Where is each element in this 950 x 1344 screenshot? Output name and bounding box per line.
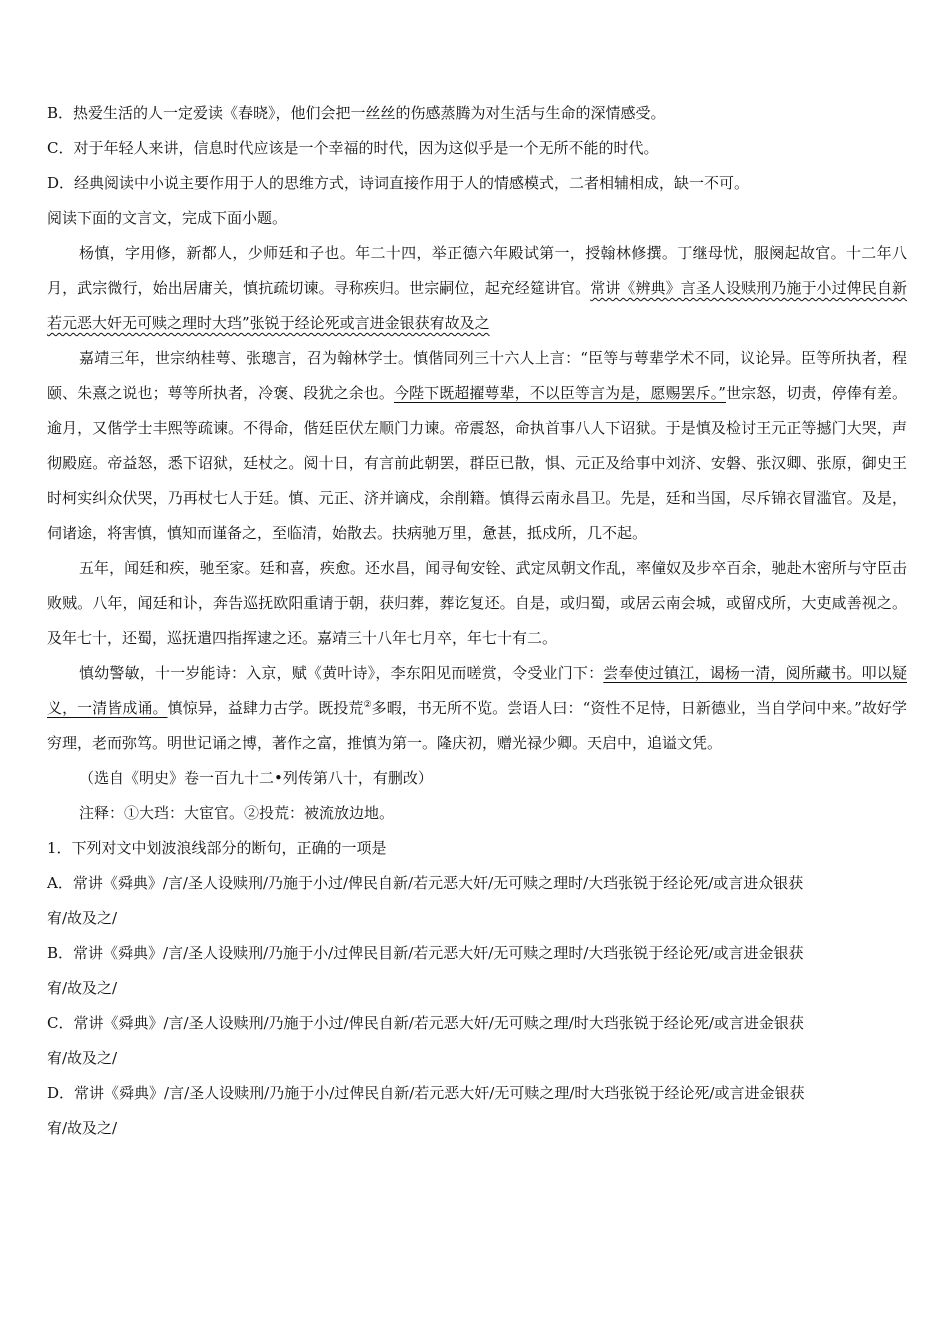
answer-option-b: B．常讲《舜典》/言/圣人设赎刑/乃施于小/过俾民目新/若元恶大奸/无可赎之理时/大珰张锐于经论死/或言进金银获 xyxy=(47,944,804,962)
passage-text: 慎幼警敏，十一岁能诗：入京，赋《黄叶诗》，李东阳见而嗟赏，令受业门下： xyxy=(79,664,604,682)
passage-text: 杨慎，字用修，新都人，少师廷和子也。年二十四，举正德六年殿试第一，授翰林修撰。丁继母忧，服阕起故官。十二年八月，武宗微行，始出居庸关，慎抗疏切谏。寻称疾归。世宗嗣位，起充经筵讲官。 xyxy=(47,244,907,297)
answer-option-d-cont: 宥/故及之/ xyxy=(47,1119,118,1137)
annotation-note: 注释：①大珰：大宦官。②投荒：被流放边地。 xyxy=(79,804,395,822)
answer-option-a-cont: 宥/故及之/ xyxy=(47,909,118,927)
answer-option-a: A．常讲《舜典》/言/圣人设赎刑/乃施于小过/俾民自新/若元恶大奸/无可赎之理时/大珰张锐于经论死/或言进众银获 xyxy=(47,874,804,892)
passage-paragraph-2 xyxy=(47,341,907,551)
answer-option-c-cont: 宥/故及之/ xyxy=(47,1049,118,1067)
prev-option-c: C．对于年轻人来讲，信息时代应该是一个幸福的时代，因为这似乎是一个无所不能的时代。 xyxy=(47,139,659,157)
prev-option-b: B．热爱生活的人一定爱读《春晓》，他们会把一丝丝的伤感蒸腾为对生活与生命的深情感受。 xyxy=(47,104,666,122)
question-stem: 1．下列对文中划波浪线部分的断句，正确的一项是 xyxy=(47,839,387,857)
prev-option-d: D．经典阅读中小说主要作用于人的思维方式，诗词直接作用于人的情感模式，二者相辅相成，缺一不可。 xyxy=(47,174,750,192)
wavy-underlined-sentence: 常讲《辨典》言圣人设赎刑乃施于小过俾民自新若元恶大奸无可赎之理时大珰”张锐于经论死或言进金银获宥故及之 xyxy=(47,279,907,332)
underlined-sentence: 今陛下既超擢萼辈，不以臣等言为是，愿赐罢斥。” xyxy=(393,384,726,402)
source-citation: （选自《明史》卷一百九十二•列传第八十，有删改） xyxy=(79,769,433,787)
passage-paragraph-4 xyxy=(47,656,907,761)
answer-option-c: C．常讲《舜典》/言/圣人设赎刑/乃施于小过/俾民自新/若元恶大奸/无可赎之理/时大珰张锐于经论死/或言进金银获 xyxy=(47,1014,804,1032)
footnote-marker: ② xyxy=(363,700,372,710)
document-page xyxy=(47,96,907,1146)
underlined-sentence: 尝奉使过镇江，谒杨一清，阅所藏书。叩以疑义，一清皆成诵。 xyxy=(47,664,907,717)
passage-text: 嘉靖三年，世宗纳桂萼、张璁言，召为翰林学士。慎偕同列三十六人上言：“臣等与萼辈学术不同，议论异。臣等所执者，程颐、朱熹之说也；萼等所执者，冷褒、段犹之余也。 xyxy=(47,349,907,402)
passage-text: 世宗怒，切责，停俸有差。逾月，又偕学士丰熙等疏谏。不得命，偕廷臣伏左顺门力谏。帝震怒，命执首事八人下诏狱。于是慎及检讨王元正等撼门大哭，声彻殿庭。帝益怒，悉下诏狱，廷杖之。阅十日，有言前此朝罢，群臣已散，惧、元正及给事中刘济、安磐、张汉卿、张原，御史王时柯实纠众伏哭，乃再杖七人于廷。慎、元正、济并谪戍，余削籍。慎得云南永昌卫。先是，廷和当国，尽斥锦衣冒滥官。及是，伺诸途，将害慎，慎知而谨备之，至临清，始散去。扶病驰万里，惫甚，抵戍所，几不起。 xyxy=(47,384,907,542)
answer-option-d: D．常讲《舜典》/言/圣人设赎刑/乃施于小/过俾民自新/若元恶大奸/无可赎之理/时大珰张锐于经论死/或言进金银获 xyxy=(47,1084,805,1102)
answer-option-b-cont: 宥/故及之/ xyxy=(47,979,118,997)
reading-instruction: 阅读下面的文言文，完成下面小题。 xyxy=(47,209,288,227)
passage-paragraph-3: 五年，闻廷和疾，驰至家。廷和喜，疾愈。还水昌，闻寻甸安铨、武定凤朝文作乱，率僮奴及步卒百余，驰赴木密所与守臣击败贼。八年，闻廷和讣，奔告巡抚欧阳重请于朝，获归葬，葬讫复还。自是，或归蜀，或居云南会城，或留戍所，大吏咸善视之。及年七十，还蜀，巡抚遣四指挥逮之还。嘉靖三十八年七月卒，年七十有二。 xyxy=(47,559,907,647)
passage-text: 慎惊异，益肆力古学。既投荒 xyxy=(167,699,364,717)
passage-paragraph-1 xyxy=(47,236,907,341)
passage-text: 多暇，书无所不览。尝语人曰：“资性不足恃，日新德业，当自学问中来。”故好学穷理，老而弥笃。明世记诵之博，著作之富，推慎为第一。隆庆初，赠光禄少卿。天启中，追谥文凭。 xyxy=(47,699,907,752)
